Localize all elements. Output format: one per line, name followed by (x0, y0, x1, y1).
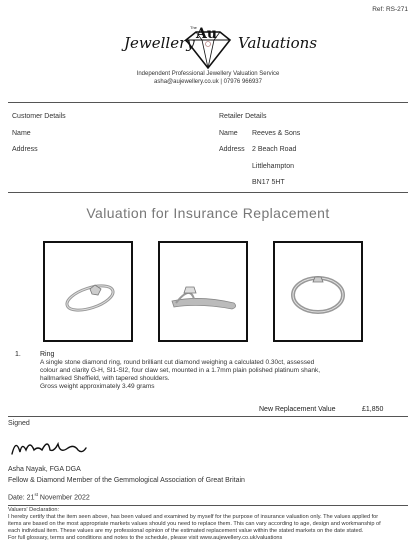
company-logo (0, 12, 416, 62)
retailer-address-line-1: 2 Beach Road (252, 146, 297, 153)
customer-name-label: Name (12, 130, 31, 137)
declaration-line: I hereby certify that the item seen above, has been valued and examined by myself for the purpose of insurance valuation only. The values applied for (8, 514, 379, 520)
tagline-contact: asha@aujewellery.co.uk | 07976 966937 (154, 79, 262, 85)
logo-the: The (190, 25, 197, 30)
item-title: Ring (40, 351, 55, 358)
ring-front-icon (45, 243, 131, 340)
divider-middle (8, 192, 408, 193)
valuer-role: Fellow & Diamond Member of the Gemmological Association of Great Britain (8, 477, 245, 484)
declaration-heading: Valuers' Declaration: (8, 507, 60, 513)
retailer-name-label: Name (219, 130, 238, 137)
tagline-service: Independent Professional Jewellery Valuation Service (136, 71, 280, 77)
retailer-header: Retailer Details (219, 113, 267, 120)
photo-ring-side (158, 241, 248, 342)
divider-lower (8, 416, 408, 417)
replacement-value-label: New Replacement Value (259, 406, 336, 413)
tagline (0, 70, 416, 86)
declaration (8, 507, 408, 542)
item-description-line: colour and clarity G-H, SI1-SI2, four claw set, mounted in a 1.7mm plain polished platinum shank, (40, 367, 320, 374)
reference-number: Ref: RS-271 (372, 6, 408, 13)
declaration-line: For full glossary, terms and conditions and notes to the schedule, please visit www.aujewellery.co.uk/valuations (8, 535, 283, 541)
photo-ring-top (273, 241, 363, 342)
item-description-line: hallmarked Sheffield, with tapered shoulders. (40, 375, 170, 382)
item-description-line: A single stone diamond ring, round brilliant cut diamond weighing a calculated 0.30ct, assessed (40, 359, 315, 366)
ring-side-icon (160, 243, 246, 340)
customer-address-label: Address (12, 146, 38, 153)
logo-au: Au (196, 26, 218, 42)
customer-header: Customer Details (12, 113, 66, 120)
photo-ring-front (43, 241, 133, 342)
retailer-address-label: Address (219, 146, 245, 153)
retailer-name-value: Reeves & Sons (252, 130, 301, 137)
valuer-name: Asha Nayak, FGA DGA (8, 466, 81, 473)
date-month-year: November 2022 (37, 494, 90, 502)
signature-image (8, 432, 88, 460)
valuation-date (8, 492, 90, 501)
signed-label: Signed (8, 420, 30, 427)
item-description-line: Gross weight approximately 3.49 grams (40, 383, 155, 390)
divider-top (8, 102, 408, 103)
declaration-line: each individual item. These values are my professional opinion of the estimated replacement value within the stated markets on the date stated. (8, 528, 364, 534)
document-title: Valuation for Insurance Replacement (86, 205, 330, 221)
retailer-address-line-3: BN17 5HT (252, 179, 285, 186)
divider-bottom (8, 505, 408, 506)
logo-text-right: Valuations (238, 34, 318, 52)
logo-text-left: Jewellery (124, 34, 195, 52)
retailer-address-line-2: Littlehampton (252, 163, 295, 170)
date-suffix-ordinal: st (34, 492, 38, 497)
date-prefix: Date: 21 (8, 494, 35, 502)
item-description (40, 359, 380, 391)
item-number: 1. (15, 351, 21, 358)
replacement-value-amount: £1,850 (362, 406, 384, 413)
ring-top-icon (275, 243, 361, 340)
declaration-line: items are based on the most appropriate markets values should you need to replace them. This can vary according to age, design and workmanship of (8, 521, 381, 527)
